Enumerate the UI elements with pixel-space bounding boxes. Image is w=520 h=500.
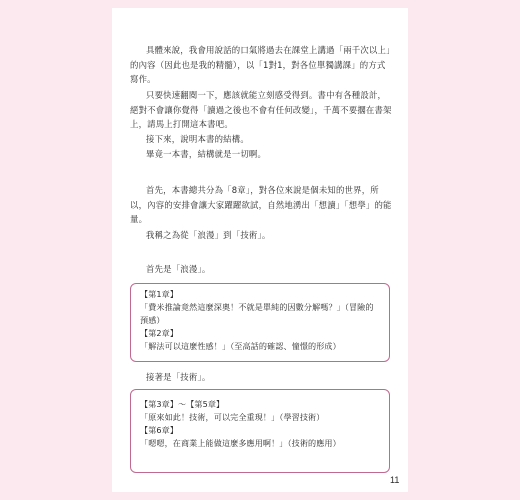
box1-line-chapter1: 「費米推論竟然這麼深奧！不就是單純的因數分解嗎？」（冒險的預感） [140, 302, 374, 325]
paragraph-structure-next: 接下來，說明本書的結構。 [146, 134, 249, 144]
box2-line-chapter6: 「嗯嗯，在商業上能做這麼多應用啊！」（技術的應用） [140, 438, 341, 448]
box2-line-chapter3-5: 「原來如此！技術，可以完全重現！」（學習技術） [140, 412, 325, 422]
paragraph-romance-to-technique: 我稱之為從「浪漫」到「技術」。 [146, 230, 271, 240]
paragraph-design: 只要快速翻閱一下，應該就能立刻感受得到。書中有各種設計，絕對不會讓你覺得「讀過之後也不會有任何改變」，千萬不要擱在書架上，請馬上打開這本書吧。 [130, 90, 392, 130]
paragraph-intro: 具體來說，我會用說話的口氣將過去在課堂上講過「兩千次以上」的內容（因此也是我的精髓），以「1對1，對各位單獨講課」的方式寫作。 [130, 45, 391, 85]
box1-heading-chapter2: 【第2章】 [140, 328, 179, 338]
romance-chapter-box [130, 283, 390, 362]
paragraph-romance-first: 首先是「浪漫」。 [146, 264, 211, 274]
paragraph-technique-next: 接著是「技術」。 [146, 372, 211, 382]
box2-heading-chapter3-5: 【第3章】～【第5章】 [140, 399, 225, 409]
paragraph-structure-everything: 畢竟一本書，結構就是一切啊。 [146, 149, 267, 159]
paragraph-chapters: 首先，本書總共分為「8章」，對各位來說是個未知的世界，所以，內容的安排會讓大家躍躍欲試，自然地湧出「想讀」「想學」的能量。 [130, 185, 392, 225]
technique-chapter-box [130, 389, 390, 473]
page-number: 11 [390, 475, 400, 485]
box1-line-chapter2: 「解法可以這麼性感！」（至高話的確認、憧憬的形成） [140, 341, 341, 351]
book-page [112, 8, 408, 492]
box1-heading-chapter1: 【第1章】 [140, 289, 179, 299]
box2-heading-chapter6: 【第6章】 [140, 425, 179, 435]
